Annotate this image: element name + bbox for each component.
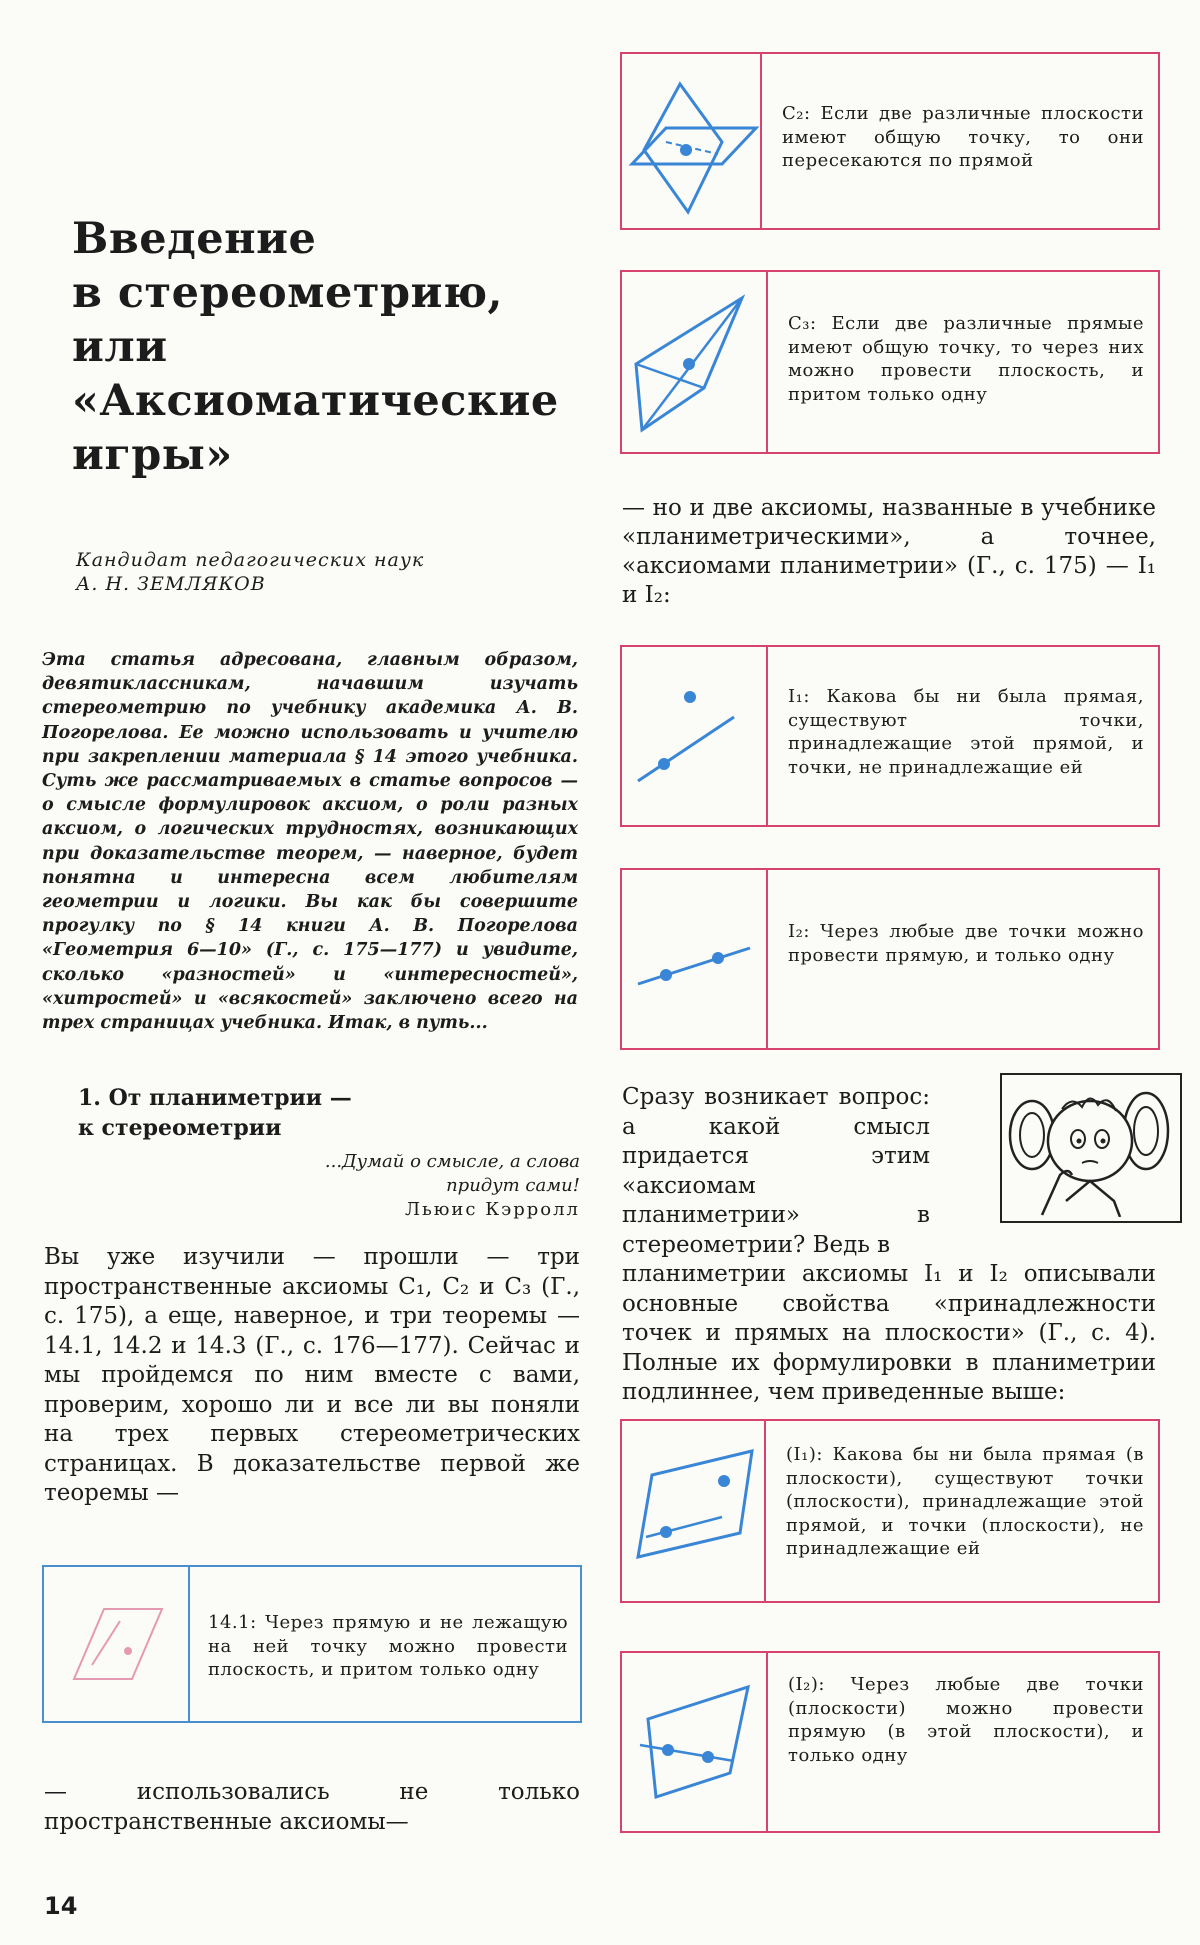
epigraph <box>250 1150 580 1222</box>
intersecting-planes-icon <box>622 54 760 228</box>
axiom-i2-plane-figure <box>622 1653 768 1831</box>
axiom-i1-plane-figure <box>622 1421 766 1601</box>
axiom-i1-text: I₁: Какова бы ни была прямая, существуют точки, принадлежащие этой прямой, и точки, не принадлежащие ей <box>788 686 1144 778</box>
intersecting-lines-plane-icon <box>622 272 766 452</box>
axiom-i2-box <box>620 868 1160 1050</box>
section-heading-line: 1. От планиметрии — <box>78 1085 352 1111</box>
theorem-14-1-box <box>42 1565 582 1723</box>
axiom-i1-figure <box>622 647 768 825</box>
plane-line-two-points-icon <box>622 1653 766 1831</box>
axiom-c2-figure <box>622 54 762 228</box>
page-number: 14 <box>44 1892 78 1920</box>
axiom-i2-plane-text: (I₂): Через любые две точки (плоскости) можно провести прямую (в этой плоскости), и только одну <box>788 1674 1144 1766</box>
line-two-points-icon <box>622 870 766 1048</box>
author-block <box>76 548 506 596</box>
author-role: Кандидат педагогических наук <box>76 549 425 571</box>
title-line: в стереометрию, <box>72 268 504 318</box>
epigraph-quote: ...Думай о смысле, а слова <box>324 1151 580 1172</box>
axiom-c3-figure <box>622 272 768 452</box>
line-points-icon <box>622 647 766 825</box>
title-line: Введение <box>72 214 317 264</box>
title-line: игры» <box>72 430 233 480</box>
title-line: «Аксиоматические <box>72 376 559 426</box>
axiom-i2-figure <box>622 870 768 1048</box>
axiom-i1-plane-text: (I₁): Какова бы ни была прямая (в плоскости), существуют точки (плоскости), принадлежащие этой прямой, и точки (плоскости), не принадлежащие ей <box>786 1444 1144 1559</box>
article-title <box>72 212 592 482</box>
axiom-i1-box <box>620 645 1160 827</box>
lead-paragraph: Эта статья адресована, главным образом, девятиклассникам, начавшим изучать стереометрию по учебнику академика А. В. Погорелова. Ее можно использовать и учителю при закреплении материала § 14 этого учебника. Суть же рассматриваемых в статье вопросов — о смысле формулировок аксиом, о роли разных аксиом, о логических трудностях, возникающих при доказательстве теорем, — наверное, будет понятна и интересна всем любителям геометрии и логики. Вы как бы совершите прогулку по § 14 книги А. В. Погорелова «Геометрия 6—10» (Г., с. 175—177) и увидите, сколько «разностей» и «интересностей», «хитростей» и «всякостей» заключено всего на трех страницах учебника. Итак, в путь... <box>42 650 578 1034</box>
body-paragraph: Вы уже изучили — прошли — три пространственные аксиомы C₁, C₂ и C₃ (Г., с. 175), а еще, наверное, и три теоремы — 14.1, 14.2 и 14.3 (Г., с. 176—177). Сейчас и мы пройдемся по ним вместе с вами, проверим, хорошо ли и все ли вы поняли на трех первых стереометрических страницах. В доказательстве первой же теоремы — <box>44 1244 580 1506</box>
body-paragraph-with-cartoon <box>622 1083 1156 1408</box>
epigraph-quote: придут сами! <box>446 1175 580 1196</box>
axiom-i1-plane-box <box>620 1419 1160 1603</box>
theorem-14-1-text: 14.1: Через прямую и не лежащую на ней точку можно провести плоскость, и притом только одну <box>208 1612 568 1680</box>
section-heading <box>78 1083 418 1143</box>
plane-line-points-icon <box>622 1421 764 1601</box>
body-paragraph: — использовались не только пространственные аксиомы— <box>44 1779 580 1835</box>
theorem-14-1-figure <box>44 1567 190 1721</box>
axiom-i2-plane-box <box>620 1651 1160 1833</box>
axiom-i2-text: I₂: Через любые две точки можно провести прямую, и только одну <box>788 921 1144 966</box>
body-text: планиметрии аксиомы I₁ и I₂ описывали основные свойства «принадлежности точек и прямых на плоскости» (Г., с. 4). Полные их формулировки в планиметрии подлиннее, чем приведенные выше: <box>622 1261 1156 1405</box>
body-text: Сразу возникает вопрос: а какой смысл придается этим «аксиомам планиметрии» в стереометрии? Ведь в <box>622 1084 930 1258</box>
plane-point-icon <box>44 1567 188 1721</box>
axiom-c2-text: C₂: Если две различные плоскости имеют общую точку, то они пересекаются по прямой <box>782 103 1144 171</box>
body-paragraph: — но и две аксиомы, названные в учебнике «планиметрическими», а точнее, «аксиомами планиметрии» (Г., с. 175) — I₁ и I₂: <box>622 495 1156 608</box>
axiom-c2-box <box>620 52 1160 230</box>
epigraph-author: Льюис Кэрролл <box>404 1199 580 1220</box>
author-name: А. Н. ЗЕМЛЯКОВ <box>76 573 266 595</box>
axiom-c3-text: C₃: Если две различные прямые имеют общую точку, то через них можно провести плоскость, и притом только одну <box>788 313 1144 405</box>
section-heading-line: к стереометрии <box>78 1115 282 1141</box>
axiom-c3-box <box>620 270 1160 454</box>
title-line: или <box>72 322 168 372</box>
